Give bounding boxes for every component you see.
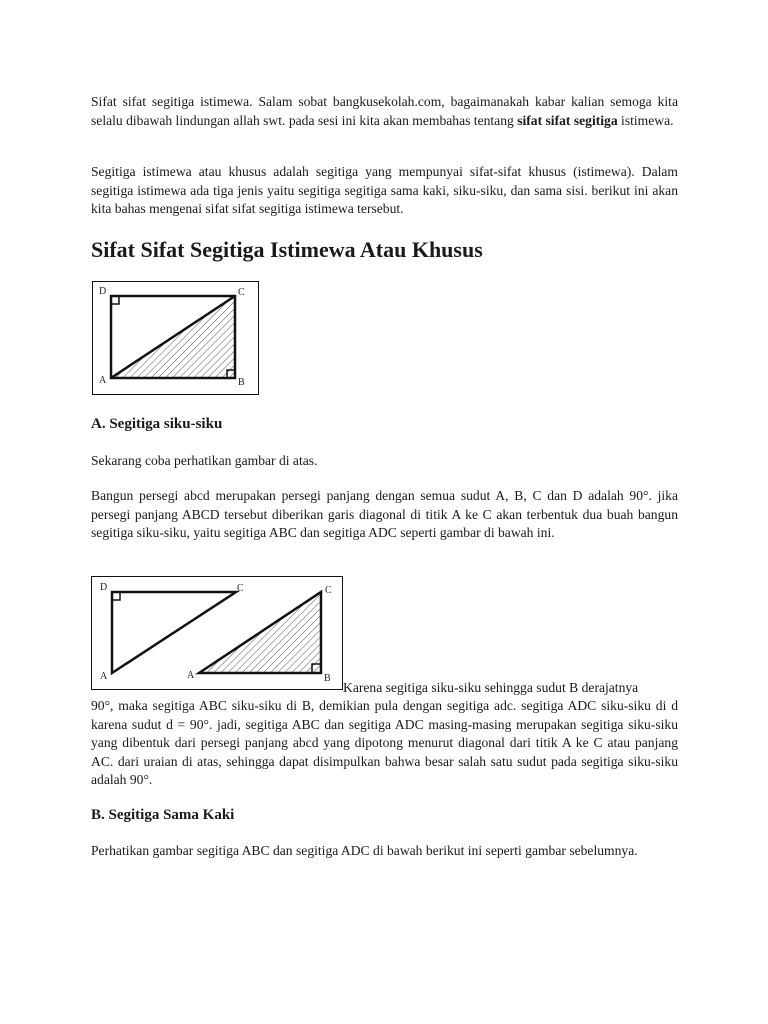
figure-triangles-svg [91,576,343,690]
intro-paragraph-2: Segitiga istimewa atau khusus adalah segitiga yang mempunyai sifat-sifat khusus (istimewa). Dalam segitiga istimewa ada tiga jenis yaitu segitiga segitiga sama kaki, siku-siku, dan sama sisi. berikut ini akan kita bahas mengenai sifat sifat segitiga istimewa tersebut. [91,164,678,216]
section-a-paragraph-1: Sekarang coba perhatikan gambar di atas. [91,453,318,468]
intro-text-b: istimewa. [617,112,674,128]
label-b: B [238,377,245,388]
section-b-paragraph-1: Perhatikan gambar segitiga ABC dan segitiga ADC di bawah berikut ini seperti gambar sebelumnya. [91,843,638,858]
figure-two-triangles [91,576,343,690]
label-a: A [99,375,107,386]
figure-rectangle-svg [92,281,259,395]
label-a-right: A [187,670,195,681]
label-b: B [324,673,331,684]
page-title: Sifat Sifat Segitiga Istimewa Atau Khusus [91,237,483,262]
label-d: D [99,286,107,297]
label-c: C [238,287,245,298]
label-d: D [100,582,108,593]
section-a-paragraph-3-first-line: Karena segitiga siku-siku sehingga sudut B derajatnya [343,680,639,695]
label-a-left: A [100,671,108,682]
section-a-heading: A. Segitiga siku-siku [91,416,223,432]
section-a-paragraph-3: 90°, maka segitiga ABC siku-siku di B, demikian pula dengan segitiga adc. segitiga ADC siku-siku di d karena sudut d = 90°. jadi, segitiga ABC dan segitiga ADC masing-masing merupakan segitiga siku-siku yang dibentuk dari persegi panjang abcd yang dipotong menurut diagonal dari titik A ke C atau panjang AC. dari uraian di atas, sehingga dapat disimpulkan bahwa besar salah satu sudut pada segitiga siku-siku adalah 90°. [91,698,678,787]
intro-text-a: Sifat sifat segitiga istimewa. Salam sobat bangkusekolah.com, bagaimanakah kabar kalian semoga kita selalu dibawah lindungan allah swt. pada sesi ini kita akan membahas tentang [91,94,678,128]
label-c-right: C [325,585,332,596]
intro-paragraph-1 [91,93,678,130]
section-a-paragraph-2: Bangun persegi abcd merupakan persegi panjang dengan semua sudut A, B, C dan D adalah 90°. jika persegi panjang ABCD tersebut diberikan garis diagonal di titik A ke C akan terbentuk dua buah bangun segitiga siku-siku, yaitu segitiga ABC dan segitiga ADC seperti gambar di bawah ini. [91,488,678,540]
figure-rectangle-diagonal [92,281,259,395]
intro-bold-keyword: sifat sifat segitiga [517,112,618,128]
label-c-left: C [237,583,244,594]
section-b-heading: B. Segitiga Sama Kaki [91,807,235,823]
